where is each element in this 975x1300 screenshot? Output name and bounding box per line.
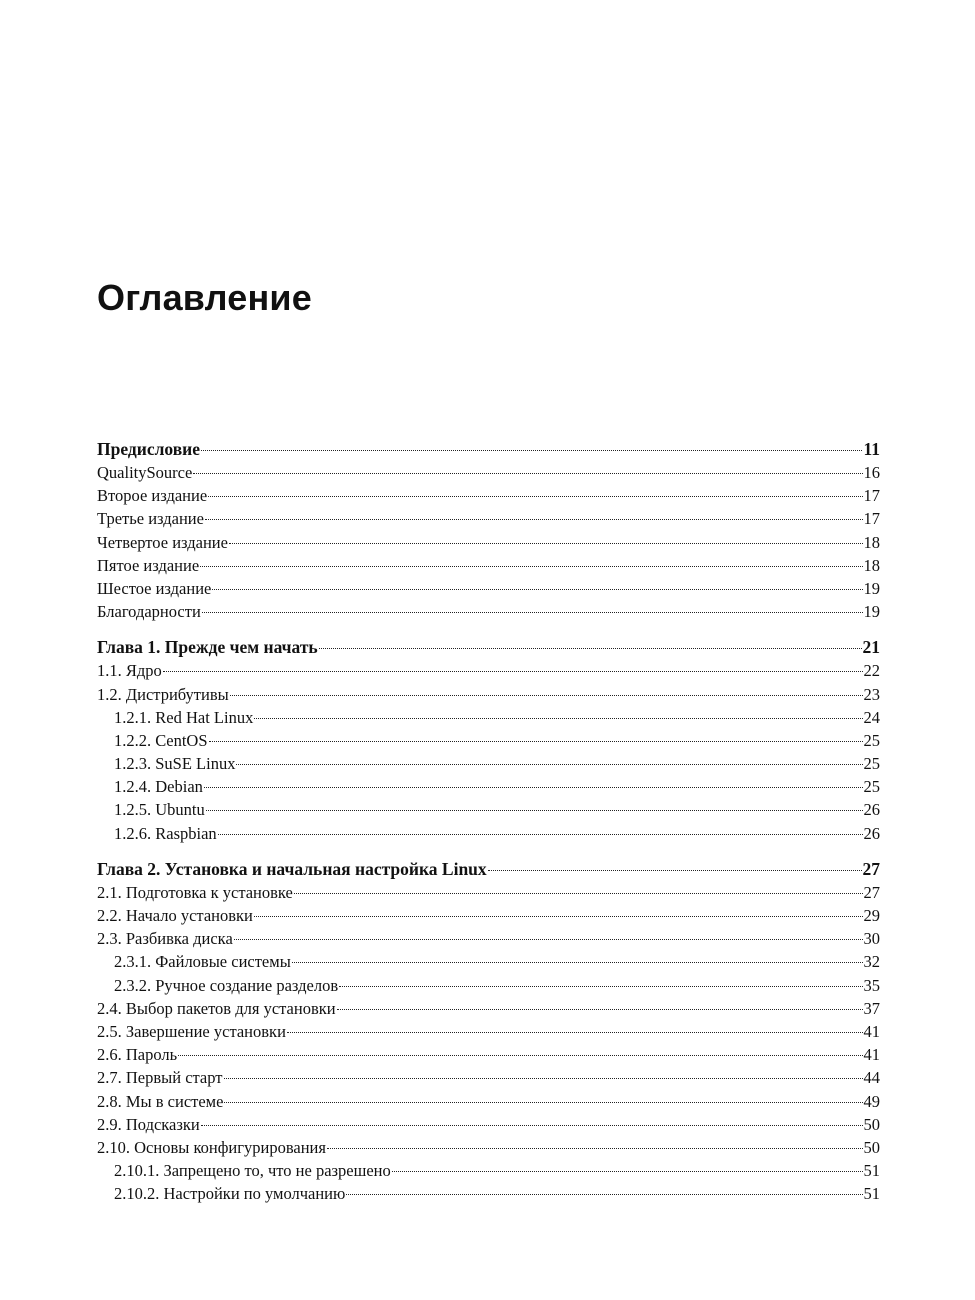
dot-leader <box>294 893 863 894</box>
toc-section <box>97 857 880 1206</box>
dot-leader <box>201 1125 863 1126</box>
toc-page-number: 23 <box>863 684 880 704</box>
toc-entry[interactable] <box>97 1113 880 1136</box>
dot-leader <box>224 1102 862 1103</box>
toc-page-number: 11 <box>863 439 880 459</box>
toc-page-number: 30 <box>863 929 880 949</box>
dot-leader <box>319 648 862 649</box>
toc-page-number: 19 <box>863 578 880 598</box>
toc-page-number: 26 <box>863 800 880 820</box>
toc-section <box>97 635 880 845</box>
toc-entry-label: Пятое издание <box>97 555 200 575</box>
dot-leader <box>202 612 863 613</box>
toc-entry-label: 2.5. Завершение установки <box>97 1021 286 1041</box>
table-of-contents <box>97 437 880 1217</box>
toc-section <box>97 437 880 623</box>
toc-entry[interactable] <box>97 1090 880 1113</box>
toc-page-number: 17 <box>863 509 880 529</box>
toc-entry-label: 2.8. Мы в системе <box>97 1091 224 1111</box>
toc-entry-label: 2.10.1. Запрещено то, что не разрешено <box>114 1161 391 1181</box>
toc-page-number: 35 <box>863 975 880 995</box>
toc-entry[interactable] <box>97 950 880 973</box>
toc-entry-label: Предисловие <box>97 439 201 459</box>
toc-entry[interactable] <box>97 822 880 845</box>
dot-leader <box>224 1078 863 1079</box>
toc-entry[interactable] <box>97 1182 880 1205</box>
dot-leader <box>230 695 863 696</box>
toc-entry[interactable] <box>97 1020 880 1043</box>
toc-page-number: 51 <box>863 1161 880 1181</box>
toc-page-number: 50 <box>863 1114 880 1134</box>
toc-page-number: 19 <box>863 602 880 622</box>
dot-leader <box>287 1032 863 1033</box>
toc-entry-label: 1.2.3. SuSE Linux <box>114 754 236 774</box>
toc-entry-label: 2.3.1. Файловые системы <box>114 952 291 972</box>
dot-leader <box>206 810 863 811</box>
toc-page-number: 37 <box>863 998 880 1018</box>
toc-entry-label: 2.1. Подготовка к установке <box>97 882 293 902</box>
dot-leader <box>337 1009 863 1010</box>
dot-leader <box>178 1055 862 1056</box>
toc-entry[interactable] <box>97 974 880 997</box>
toc-entry[interactable] <box>97 683 880 706</box>
toc-entry-label: 2.9. Подсказки <box>97 1114 200 1134</box>
toc-entry[interactable] <box>97 554 880 577</box>
dot-leader <box>346 1194 862 1195</box>
dot-leader <box>205 519 863 520</box>
toc-entry[interactable] <box>97 881 880 904</box>
page-title: Оглавление <box>97 277 312 318</box>
toc-entry-label: 1.2.4. Debian <box>114 777 203 797</box>
dot-leader <box>292 962 863 963</box>
dot-leader <box>234 939 863 940</box>
toc-entry[interactable] <box>97 600 880 623</box>
toc-page-number: 41 <box>863 1021 880 1041</box>
toc-entry[interactable] <box>97 531 880 554</box>
toc-page-number: 21 <box>862 637 880 658</box>
dot-leader <box>488 870 862 871</box>
toc-page-number: 24 <box>863 707 880 727</box>
toc-chapter-entry[interactable] <box>97 437 880 461</box>
toc-entry-label: Второе издание <box>97 486 208 506</box>
toc-page-number: 22 <box>863 661 880 681</box>
toc-entry-label: Шестое издание <box>97 578 212 598</box>
toc-page-number: 25 <box>863 754 880 774</box>
dot-leader <box>209 741 863 742</box>
toc-entry[interactable] <box>97 461 880 484</box>
toc-entry[interactable] <box>97 752 880 775</box>
toc-page-number: 18 <box>863 532 880 552</box>
toc-entry-label: 1.2.1. Red Hat Linux <box>114 707 254 727</box>
toc-entry-label: 2.7. Первый старт <box>97 1068 223 1088</box>
toc-entry-label: 2.3.2. Ручное создание разделов <box>114 975 339 995</box>
dot-leader <box>193 473 862 474</box>
toc-entry[interactable] <box>97 1043 880 1066</box>
toc-entry-label: QualitySource <box>97 463 193 482</box>
dot-leader <box>236 764 862 765</box>
toc-page-number: 27 <box>862 858 880 879</box>
toc-entry[interactable] <box>97 729 880 752</box>
toc-page-number: 49 <box>863 1091 880 1111</box>
toc-entry-label: Глава 2. Установка и начальная настройка Linux <box>97 858 487 879</box>
toc-page-number: 17 <box>863 486 880 506</box>
toc-entry-label: 2.4. Выбор пакетов для установки <box>97 998 336 1018</box>
toc-entry[interactable] <box>97 775 880 798</box>
dot-leader <box>201 450 862 451</box>
toc-page-number: 25 <box>863 730 880 750</box>
toc-page-number: 29 <box>863 906 880 925</box>
toc-entry-label: Третье издание <box>97 509 204 529</box>
toc-entry-label: 2.6. Пароль <box>97 1045 178 1065</box>
toc-entry[interactable] <box>97 1159 880 1182</box>
toc-entry[interactable] <box>97 484 880 507</box>
toc-page-number: 50 <box>863 1137 880 1157</box>
toc-entry-label: 2.10. Основы конфигурирования <box>97 1137 326 1157</box>
toc-chapter-entry[interactable] <box>97 635 880 659</box>
toc-entry[interactable] <box>97 1066 880 1089</box>
toc-entry-label: 1.2.5. Ubuntu <box>114 800 205 820</box>
toc-entry-label: 1.2.2. CentOS <box>114 730 208 750</box>
dot-leader <box>339 986 862 987</box>
dot-leader <box>392 1171 863 1172</box>
toc-page-number: 51 <box>863 1184 880 1204</box>
toc-entry[interactable] <box>97 798 880 821</box>
toc-entry-label: 2.3. Разбивка диска <box>97 929 233 949</box>
toc-page-number: 18 <box>863 555 880 575</box>
dot-leader <box>163 671 863 672</box>
toc-entry-label: Глава 1. Прежде чем начать <box>97 637 318 658</box>
toc-entry-label: 1.1. Ядро <box>97 661 162 681</box>
toc-page-number: 26 <box>863 823 880 843</box>
toc-entry-label: 2.2. Начало установки <box>97 906 253 925</box>
toc-entry[interactable] <box>97 997 880 1020</box>
dot-leader <box>208 496 862 497</box>
toc-entry-label: 1.2. Дистрибутивы <box>97 684 229 704</box>
dot-leader <box>212 589 862 590</box>
toc-chapter-entry[interactable] <box>97 857 880 881</box>
toc-entry[interactable] <box>97 659 880 682</box>
toc-entry-label: Благодарности <box>97 602 201 622</box>
dot-leader <box>229 543 863 544</box>
dot-leader <box>204 787 863 788</box>
toc-entry[interactable] <box>97 577 880 600</box>
toc-entry-label: Четвертое издание <box>97 532 228 552</box>
toc-entry[interactable] <box>97 507 880 530</box>
toc-page-number: 44 <box>863 1068 880 1088</box>
toc-page-number: 41 <box>863 1045 880 1065</box>
dot-leader <box>254 718 862 719</box>
toc-entry-label: 2.10.2. Настройки по умолчанию <box>114 1184 346 1204</box>
toc-page-number: 16 <box>863 463 880 482</box>
toc-page-number: 25 <box>863 777 880 797</box>
dot-leader <box>200 566 862 567</box>
toc-entry[interactable] <box>97 904 880 927</box>
dot-leader <box>327 1148 863 1149</box>
dot-leader <box>254 916 863 917</box>
toc-entry[interactable] <box>97 927 880 950</box>
dot-leader <box>218 834 863 835</box>
toc-page-number: 32 <box>863 952 880 972</box>
toc-entry[interactable] <box>97 1136 880 1159</box>
toc-page-number: 27 <box>863 882 880 902</box>
toc-entry[interactable] <box>97 706 880 729</box>
toc-entry-label: 1.2.6. Raspbian <box>114 823 217 843</box>
